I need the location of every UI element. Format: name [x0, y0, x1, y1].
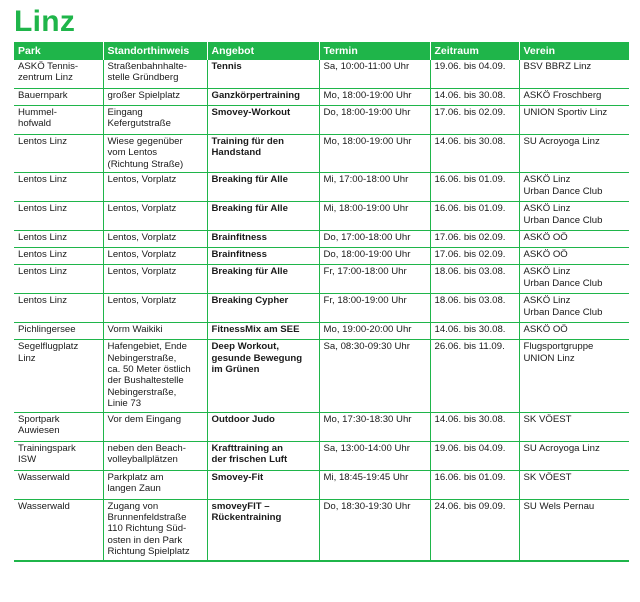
cell-verein: UNION Sportiv Linz: [519, 106, 629, 135]
cell-standort: Lentos, Vorplatz: [103, 265, 207, 294]
cell-zeitraum: 16.06. bis 01.09.: [430, 470, 519, 499]
cell-termin: Mo, 18:00-19:00 Uhr: [319, 89, 430, 106]
cell-termin: Mi, 18:45-19:45 Uhr: [319, 470, 430, 499]
table-row: [14, 323, 629, 340]
cell-zeitraum: 17.06. bis 02.09.: [430, 248, 519, 265]
cell-verein: SU Acroyoga Linz: [519, 135, 629, 173]
cell-termin: Mi, 17:00-18:00 Uhr: [319, 173, 430, 202]
cell-park: Lentos Linz: [14, 231, 103, 248]
column-header-standorthinweis: Standorthinweis: [103, 42, 207, 60]
cell-verein: ASKÖ OÖ: [519, 248, 629, 265]
table-row: [14, 441, 629, 470]
cell-zeitraum: 17.06. bis 02.09.: [430, 106, 519, 135]
cell-termin: Do, 17:00-18:00 Uhr: [319, 231, 430, 248]
cell-park: ASKÖ Tennis- zentrum Linz: [14, 60, 103, 89]
cell-termin: Fr, 18:00-19:00 Uhr: [319, 294, 430, 323]
table-row: [14, 202, 629, 231]
column-header-termin: Termin: [319, 42, 430, 60]
cell-zeitraum: 16.06. bis 01.09.: [430, 173, 519, 202]
cell-park: Hummel- hofwald: [14, 106, 103, 135]
cell-angebot: Tennis: [207, 60, 319, 89]
cell-angebot: Breaking für Alle: [207, 202, 319, 231]
cell-park: Trainingspark ISW: [14, 441, 103, 470]
cell-termin: Mi, 18:00-19:00 Uhr: [319, 202, 430, 231]
cell-standort: Eingang Kefergutstraße: [103, 106, 207, 135]
cell-verein: SK VÖEST: [519, 470, 629, 499]
cell-park: Wasserwald: [14, 470, 103, 499]
table-row: [14, 340, 629, 412]
cell-zeitraum: 14.06. bis 30.08.: [430, 89, 519, 106]
cell-termin: Sa, 10:00-11:00 Uhr: [319, 60, 430, 89]
cell-termin: Mo, 17:30-18:30 Uhr: [319, 412, 430, 441]
cell-standort: Hafengebiet, Ende Nebingerstraße, ca. 50 Meter östlich der Bushaltestelle Nebingerstraße, Linie 73: [103, 340, 207, 412]
cell-verein: SK VÖEST: [519, 412, 629, 441]
cell-verein: Flugsportgruppe UNION Linz: [519, 340, 629, 412]
table-row: [14, 106, 629, 135]
table-row: [14, 248, 629, 265]
table-header-row: [14, 42, 629, 60]
cell-angebot: Breaking Cypher: [207, 294, 319, 323]
column-header-verein: Verein: [519, 42, 629, 60]
cell-standort: Wiese gegenüber vom Lentos (Richtung Straße): [103, 135, 207, 173]
cell-angebot: Outdoor Judo: [207, 412, 319, 441]
cell-standort: Lentos, Vorplatz: [103, 294, 207, 323]
table-row: [14, 412, 629, 441]
page-title: Linz: [14, 5, 76, 38]
cell-zeitraum: 18.06. bis 03.08.: [430, 265, 519, 294]
cell-park: Lentos Linz: [14, 294, 103, 323]
cell-park: Lentos Linz: [14, 173, 103, 202]
table-row: [14, 231, 629, 248]
cell-standort: Vor dem Eingang: [103, 412, 207, 441]
cell-zeitraum: 18.06. bis 03.08.: [430, 294, 519, 323]
cell-standort: Lentos, Vorplatz: [103, 202, 207, 231]
cell-park: Wasserwald: [14, 499, 103, 561]
schedule-table: [14, 42, 629, 562]
table-row: [14, 294, 629, 323]
table-row: [14, 89, 629, 106]
cell-verein: ASKÖ Linz Urban Dance Club: [519, 202, 629, 231]
cell-park: Lentos Linz: [14, 248, 103, 265]
cell-standort: Lentos, Vorplatz: [103, 173, 207, 202]
cell-termin: Mo, 18:00-19:00 Uhr: [319, 135, 430, 173]
cell-standort: neben den Beach- volleyballplätzen: [103, 441, 207, 470]
cell-angebot: Krafttraining an der frischen Luft: [207, 441, 319, 470]
cell-termin: Mo, 19:00-20:00 Uhr: [319, 323, 430, 340]
cell-verein: SU Wels Pernau: [519, 499, 629, 561]
cell-zeitraum: 26.06. bis 11.09.: [430, 340, 519, 412]
cell-angebot: Ganzkörpertraining: [207, 89, 319, 106]
column-header-zeitraum: Zeitraum: [430, 42, 519, 60]
cell-termin: Sa, 13:00-14:00 Uhr: [319, 441, 430, 470]
table-row: [14, 265, 629, 294]
cell-angebot: Smovey-Workout: [207, 106, 319, 135]
cell-verein: ASKÖ Froschberg: [519, 89, 629, 106]
cell-termin: Do, 18:00-19:00 Uhr: [319, 106, 430, 135]
cell-park: Pichlingersee: [14, 323, 103, 340]
cell-angebot: FitnessMix am SEE: [207, 323, 319, 340]
cell-zeitraum: 19.06. bis 04.09.: [430, 441, 519, 470]
column-header-park: Park: [14, 42, 103, 60]
cell-standort: Zugang von Brunnenfeldstraße 110 Richtung Süd- osten in den Park Richtung Spielplatz: [103, 499, 207, 561]
cell-termin: Sa, 08:30-09:30 Uhr: [319, 340, 430, 412]
cell-angebot: smoveyFIT – Rückentraining: [207, 499, 319, 561]
cell-park: Lentos Linz: [14, 202, 103, 231]
cell-angebot: Breaking für Alle: [207, 173, 319, 202]
cell-standort: Straßenbahnhalte- stelle Gründberg: [103, 60, 207, 89]
cell-park: Bauernpark: [14, 89, 103, 106]
cell-zeitraum: 17.06. bis 02.09.: [430, 231, 519, 248]
cell-verein: ASKÖ OÖ: [519, 231, 629, 248]
cell-zeitraum: 14.06. bis 30.08.: [430, 412, 519, 441]
cell-angebot: Deep Workout, gesunde Bewegung im Grünen: [207, 340, 319, 412]
table-row: [14, 173, 629, 202]
cell-park: Lentos Linz: [14, 265, 103, 294]
cell-angebot: Breaking für Alle: [207, 265, 319, 294]
cell-termin: Do, 18:00-19:00 Uhr: [319, 248, 430, 265]
cell-park: Lentos Linz: [14, 135, 103, 173]
cell-termin: Do, 18:30-19:30 Uhr: [319, 499, 430, 561]
cell-zeitraum: 14.06. bis 30.08.: [430, 135, 519, 173]
cell-termin: Fr, 17:00-18:00 Uhr: [319, 265, 430, 294]
column-header-angebot: Angebot: [207, 42, 319, 60]
cell-verein: BSV BBRZ Linz: [519, 60, 629, 89]
cell-standort: Lentos, Vorplatz: [103, 231, 207, 248]
table-row: [14, 60, 629, 89]
cell-zeitraum: 14.06. bis 30.08.: [430, 323, 519, 340]
cell-verein: SU Acroyoga Linz: [519, 441, 629, 470]
cell-park: Sportpark Auwiesen: [14, 412, 103, 441]
cell-standort: Lentos, Vorplatz: [103, 248, 207, 265]
table-row: [14, 135, 629, 173]
cell-verein: ASKÖ Linz Urban Dance Club: [519, 294, 629, 323]
table-row: [14, 470, 629, 499]
cell-angebot: Smovey-Fit: [207, 470, 319, 499]
cell-angebot: Training für den Handstand: [207, 135, 319, 173]
table-body: [14, 60, 629, 561]
cell-verein: ASKÖ OÖ: [519, 323, 629, 340]
cell-standort: großer Spielplatz: [103, 89, 207, 106]
cell-zeitraum: 24.06. bis 09.09.: [430, 499, 519, 561]
table-row: [14, 499, 629, 561]
cell-angebot: Brainfitness: [207, 231, 319, 248]
cell-zeitraum: 16.06. bis 01.09.: [430, 202, 519, 231]
cell-verein: ASKÖ Linz Urban Dance Club: [519, 173, 629, 202]
cell-park: Segelflugplatz Linz: [14, 340, 103, 412]
cell-standort: Parkplatz am langen Zaun: [103, 470, 207, 499]
cell-verein: ASKÖ Linz Urban Dance Club: [519, 265, 629, 294]
cell-angebot: Brainfitness: [207, 248, 319, 265]
cell-zeitraum: 19.06. bis 04.09.: [430, 60, 519, 89]
cell-standort: Vorm Waikiki: [103, 323, 207, 340]
